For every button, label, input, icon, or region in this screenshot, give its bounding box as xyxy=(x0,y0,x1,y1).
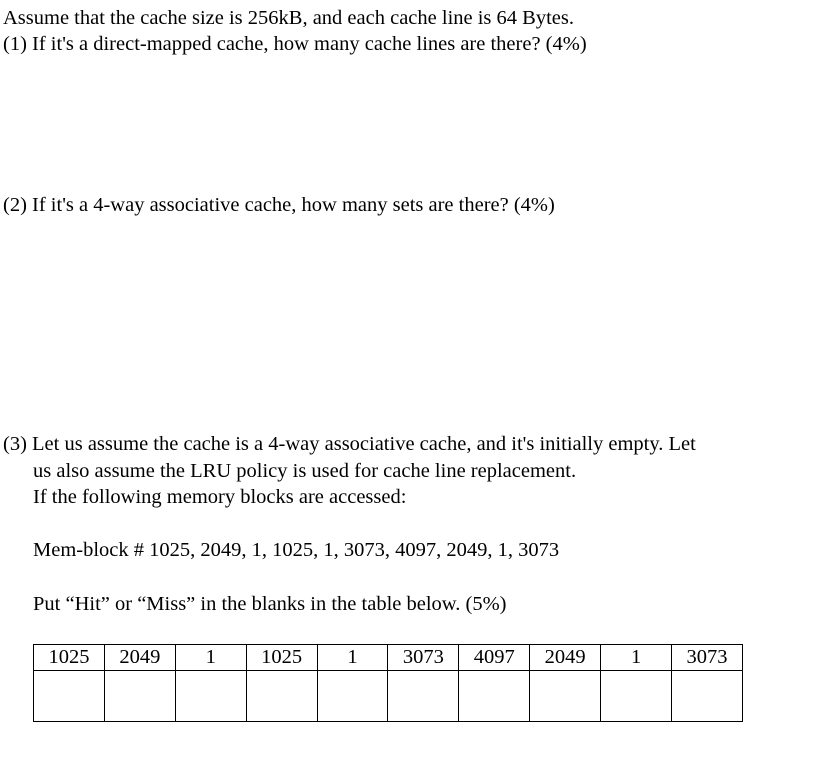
answer-blank-cell[interactable] xyxy=(317,671,388,722)
question-3-line-1: (3) Let us assume the cache is a 4-way associative cache, and it's initially empty. Let xyxy=(3,433,696,455)
table-header-cell: 1 xyxy=(175,645,246,671)
answer-blank-cell[interactable] xyxy=(104,671,175,722)
access-table xyxy=(33,644,743,722)
question-3-line-3: If the following memory blocks are accessed: xyxy=(33,486,407,508)
answer-blank-cell[interactable] xyxy=(175,671,246,722)
answer-blank-cell[interactable] xyxy=(530,671,601,722)
table-answer-row xyxy=(34,671,743,722)
question-3-instruction: Put “Hit” or “Miss” in the blanks in the table below. (5%) xyxy=(33,593,507,615)
table-header-cell: 3073 xyxy=(388,645,459,671)
question-2-text: (2) If it's a 4-way associative cache, how many sets are there? (4%) xyxy=(3,194,555,216)
answer-blank-cell[interactable] xyxy=(672,671,743,722)
table-header-cell: 1025 xyxy=(246,645,317,671)
intro-text: Assume that the cache size is 256kB, and each cache line is 64 Bytes. xyxy=(3,7,574,29)
memory-block-sequence: Mem-block # 1025, 2049, 1, 1025, 1, 3073, 4097, 2049, 1, 3073 xyxy=(33,539,560,561)
table-header-cell: 1 xyxy=(317,645,388,671)
answer-blank-cell[interactable] xyxy=(34,671,105,722)
table-header-cell: 2049 xyxy=(530,645,601,671)
answer-blank-cell[interactable] xyxy=(246,671,317,722)
table-header-row xyxy=(34,645,743,671)
answer-blank-cell[interactable] xyxy=(601,671,672,722)
table-header-cell: 1025 xyxy=(34,645,105,671)
answer-blank-cell[interactable] xyxy=(388,671,459,722)
table-header-cell: 3073 xyxy=(672,645,743,671)
question-1-text: (1) If it's a direct-mapped cache, how many cache lines are there? (4%) xyxy=(3,33,587,55)
question-3-line-2: us also assume the LRU policy is used for cache line replacement. xyxy=(33,460,577,482)
table-header-cell: 2049 xyxy=(104,645,175,671)
table-header-cell: 4097 xyxy=(459,645,530,671)
table-header-cell: 1 xyxy=(601,645,672,671)
answer-blank-cell[interactable] xyxy=(459,671,530,722)
